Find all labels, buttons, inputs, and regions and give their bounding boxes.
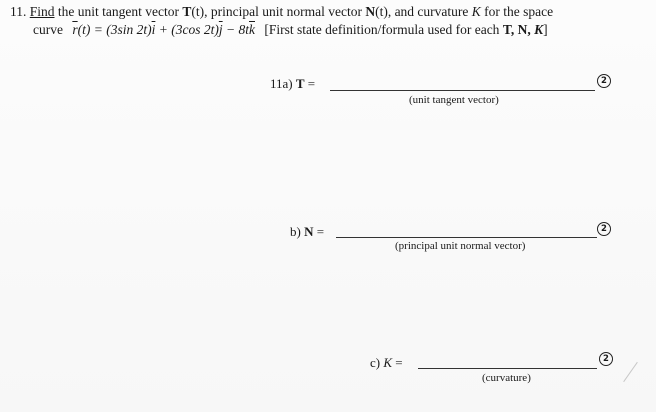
instruction-end: ] bbox=[543, 22, 548, 37]
pen-stray-mark bbox=[623, 362, 638, 382]
r-vector-symbol: $\overline{r}$ bbox=[72, 22, 78, 37]
find-word: Find bbox=[29, 4, 55, 19]
intro-text: the unit tangent vector bbox=[57, 4, 179, 19]
part-b-equals: = bbox=[316, 224, 325, 239]
part-b-caption: (principal unit normal vector) bbox=[395, 240, 526, 252]
part-b-prefix: b) bbox=[290, 224, 301, 239]
part-b-label bbox=[290, 224, 324, 240]
part-c-label bbox=[370, 355, 403, 371]
plus-text: + (3cos 2t) bbox=[158, 22, 219, 37]
tangent-symbol: T bbox=[182, 4, 192, 19]
part-b-points-badge: 2 bbox=[597, 222, 611, 236]
part-a-equals: = bbox=[307, 76, 316, 91]
part-a-symbol: T bbox=[295, 76, 305, 91]
part-c-prefix: c) bbox=[370, 355, 381, 370]
normal-symbol: N bbox=[365, 4, 376, 19]
part-b-answer-blank[interactable] bbox=[336, 237, 597, 238]
tangent-arg: (t), bbox=[191, 4, 208, 19]
part-b-symbol: N bbox=[304, 224, 314, 239]
part-c-symbol: K bbox=[383, 355, 393, 370]
instruction-N: N bbox=[517, 22, 528, 37]
instruction-K: K bbox=[534, 22, 544, 37]
normal-arg: (t), and curvature bbox=[375, 4, 469, 19]
normal-text: principal unit normal vector bbox=[210, 4, 362, 19]
part-a-answer-blank[interactable] bbox=[330, 90, 595, 91]
curvature-symbol: K bbox=[471, 4, 481, 19]
equation-text: (t) = (3sin 2t) bbox=[77, 22, 152, 37]
instruction-start: [First state definition/formula used for each bbox=[264, 22, 500, 37]
instruction-comma: , bbox=[527, 22, 531, 37]
i-vector-symbol: $\overline{i}$ bbox=[151, 22, 156, 37]
curve-word: curve bbox=[33, 22, 63, 37]
minus-text: − 8t bbox=[226, 22, 249, 37]
part-c-points-badge: 2 bbox=[599, 352, 613, 366]
part-a-label bbox=[270, 76, 315, 92]
space-text: for the space bbox=[484, 4, 554, 19]
question-number: 11. bbox=[10, 4, 27, 19]
instruction-comma: , bbox=[510, 22, 515, 37]
part-a-prefix: 11a) bbox=[270, 76, 293, 91]
part-c-answer-blank[interactable] bbox=[418, 368, 597, 369]
part-c-equals: = bbox=[395, 355, 403, 370]
part-a-points-badge: 2 bbox=[597, 74, 611, 88]
question-line-2 bbox=[33, 22, 548, 38]
instruction-T: T bbox=[502, 22, 511, 37]
part-c-caption: (curvature) bbox=[482, 372, 531, 384]
j-vector-symbol: $\overline{j}$ bbox=[218, 22, 223, 37]
part-a-caption: (unit tangent vector) bbox=[409, 94, 499, 106]
k-vector-symbol: $\overline{k}$ bbox=[249, 22, 255, 37]
question-line-1 bbox=[10, 4, 553, 20]
